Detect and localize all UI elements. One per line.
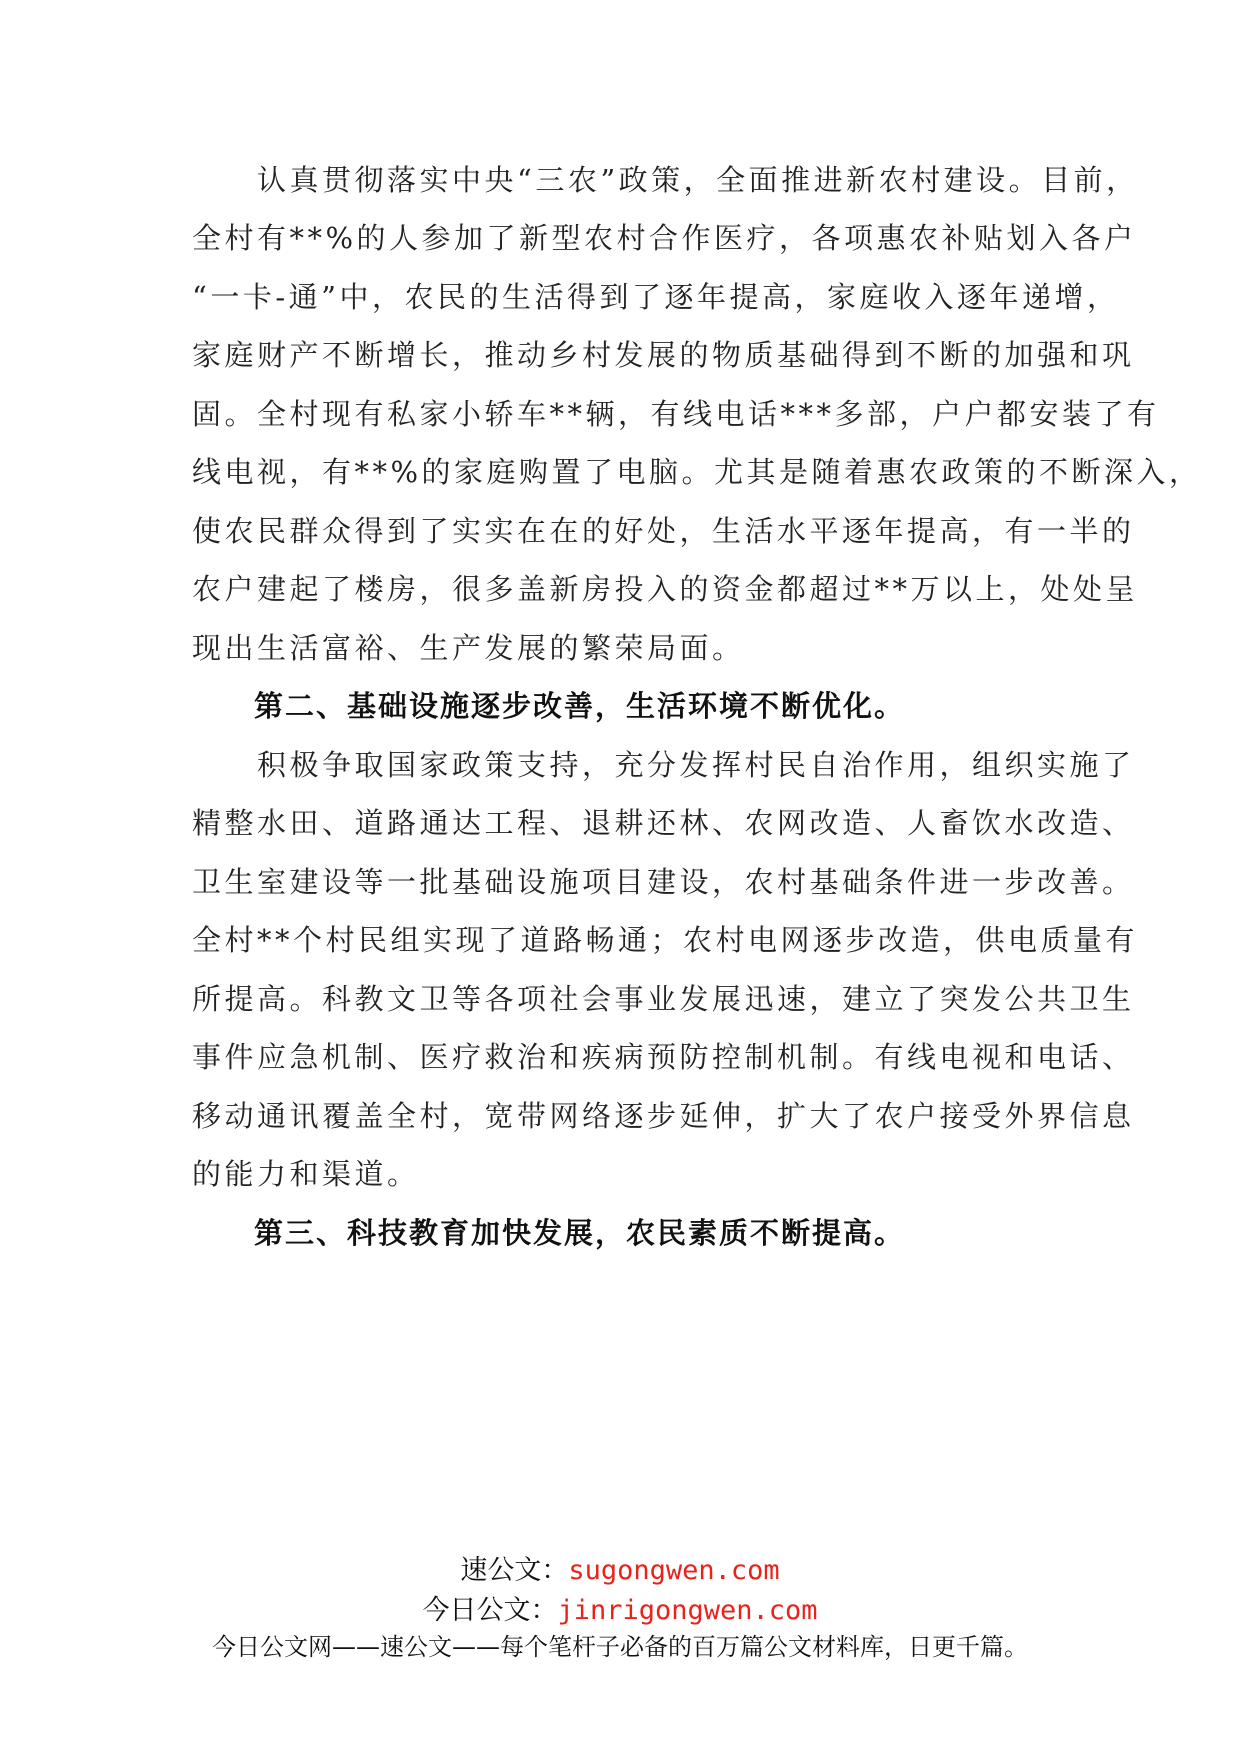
paragraph-1-line-2: 全村有**%的人参加了新型农村合作医疗，各项惠农补贴划入各户 bbox=[192, 221, 1137, 255]
paragraph-2-line-8: 的能力和渠道。 bbox=[192, 1157, 420, 1191]
footer-sugongwen-link[interactable]: sugongwen.com bbox=[568, 1555, 780, 1586]
paragraph-1-line-3: “一卡-通”中，农民的生活得到了逐年提高，家庭收入逐年递增， bbox=[192, 280, 1120, 314]
paragraph-1-line-9: 现出生活富裕、生产发展的繁荣局面。 bbox=[192, 631, 745, 665]
paragraph-1-line-5: 固。全村现有私家小轿车**辆，有线电话***多部，户户都安装了有 bbox=[192, 397, 1160, 431]
footer-jinrigongwen bbox=[0, 1588, 1240, 1627]
paragraph-1-line-4: 家庭财产不断增长，推动乡村发展的物质基础得到不断的加强和巩 bbox=[192, 338, 1135, 372]
footer-sugongwen-label: 速公文： bbox=[460, 1555, 569, 1586]
footer-jinrigongwen-label: 今日公文： bbox=[422, 1595, 558, 1626]
paragraph-2-line-7: 移动通讯覆盖全村，宽带网络逐步延伸，扩大了农户接受外界信息 bbox=[192, 1099, 1135, 1133]
footer-slogan: 今日公文网——速公文——每个笔杆子必备的百万篇公文材料库，日更千篇。 bbox=[212, 1633, 1028, 1661]
paragraph-1-line-6: 线电视，有**%的家庭购置了电脑。尤其是随着惠农政策的不断深入， bbox=[192, 455, 1202, 489]
paragraph-2-line-2: 精整水田、道路通达工程、退耕还林、农网改造、人畜饮水改造、 bbox=[192, 806, 1135, 840]
section-heading-3: 第三、科技教育加快发展，农民素质不断提高。 bbox=[192, 1216, 906, 1250]
footer-sugongwen bbox=[0, 1548, 1240, 1587]
section-heading-2: 第二、基础设施逐步改善，生活环境不断优化。 bbox=[192, 689, 906, 723]
paragraph-2-line-1: 积极争取国家政策支持，充分发挥村民自治作用，组织实施了 bbox=[192, 748, 1135, 782]
paragraph-2-line-3: 卫生室建设等一批基础设施项目建设，农村基础条件进一步改善。 bbox=[192, 865, 1135, 899]
footer-jinrigongwen-link[interactable]: jinrigongwen.com bbox=[557, 1595, 818, 1626]
paragraph-1-line-7: 使农民群众得到了实实在在的好处，生活水平逐年提高，有一半的 bbox=[192, 514, 1135, 548]
paragraph-2-line-6: 事件应急机制、医疗救治和疾病预防控制机制。有线电视和电话、 bbox=[192, 1040, 1135, 1074]
paragraph-1-line-1: 认真贯彻落实中央“三农”政策，全面推进新农村建设。目前， bbox=[192, 163, 1139, 197]
paragraph-1-line-8: 农户建起了楼房，很多盖新房投入的资金都超过**万以上，处处呈 bbox=[192, 572, 1139, 606]
paragraph-2-line-5: 所提高。科教文卫等各项社会事业发展迅速，建立了突发公共卫生 bbox=[192, 982, 1135, 1016]
paragraph-2-line-4: 全村**个村民组实现了道路畅通；农村电网逐步改造，供电质量有 bbox=[192, 923, 1139, 957]
